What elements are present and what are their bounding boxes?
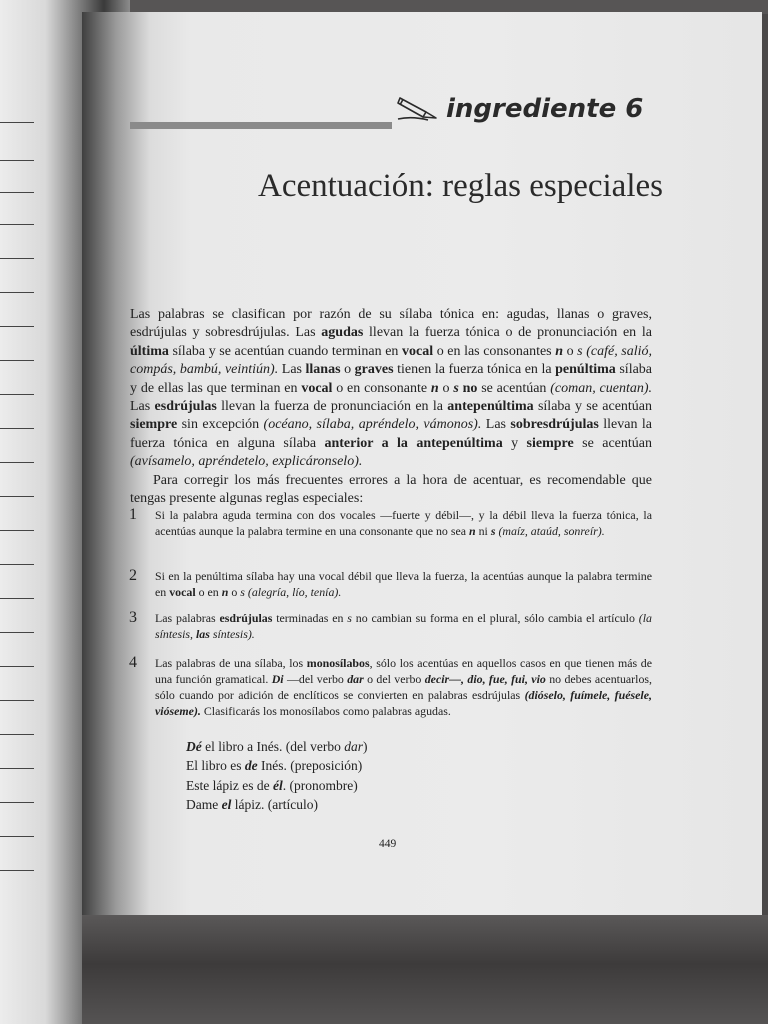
intro-text-run: se acentúan [477, 380, 551, 396]
rule-text-run: Si en la penúltima sílaba hay una vocal débil que lleva la fuerza, la acentúas aunque la palabra termine en [155, 569, 652, 599]
rule-text-run: Las palabras de una sílaba, los [155, 656, 307, 670]
intro-text-run: no [462, 380, 478, 396]
intro-text-run: anterior a la antepenúltima [324, 435, 503, 451]
intro-text-run: tienen la fuerza tónica en la [393, 362, 556, 378]
intro-text-run: siempre [130, 417, 178, 433]
chapter-title: ingrediente 6 [446, 94, 644, 124]
rule-text-run: , sólo los acentúas en aquellos casos en que tienen más de una función gramatical. [155, 656, 652, 686]
rule-number: 1 [129, 506, 137, 523]
example-text-run: Este lápiz es de [186, 777, 273, 793]
example-text-run: El libro es [186, 758, 245, 774]
intro-text-run: graves [354, 362, 394, 378]
rule-item [130, 655, 652, 719]
intro-text-run: Las [130, 399, 155, 415]
intro-text-run: agudas [321, 325, 364, 341]
example-text-run: él [272, 777, 283, 793]
rule-text-run: no cambian su forma en el plural, sólo cambia el artículo [351, 611, 639, 625]
example-text-run: ) [362, 739, 368, 754]
example-text-run: dar [344, 739, 363, 754]
example-line [186, 776, 367, 795]
example-text-run: Inés. (preposición) [257, 758, 363, 774]
intro-text-run: llanas [305, 362, 341, 378]
pencil-icon [396, 92, 440, 122]
intro-text-run: sin excepción [177, 417, 264, 433]
intro-text-run: sílaba y se acentúan [533, 399, 653, 415]
intro-text-run: se acentúan [573, 435, 652, 451]
intro-text-run: Para corregir los más frecuentes errores a la hora de acentuar, es recomendable que tengas presente algunas reglas especiales: [130, 472, 652, 507]
rule-text-run: o [228, 585, 241, 599]
rule-item [130, 507, 652, 539]
intro-text-run: Las [278, 362, 306, 378]
intro-text-run: llevan la fuerza tónica o de pronunciación en la [363, 325, 652, 341]
scan-background-bottom [82, 915, 768, 1024]
rule-text-run: s [490, 524, 496, 538]
intro-paragraph [130, 472, 652, 509]
intro-text-run: esdrújulas [154, 399, 217, 415]
example-text-run: Dame [186, 796, 222, 812]
rule-text-run: terminadas en [272, 611, 348, 625]
intro-text-run: (océano, sílaba, apréndelo, vámonos). [263, 417, 482, 433]
page-title: Acentuación: reglas especiales [258, 168, 663, 204]
rule-text-run: n [221, 585, 229, 599]
rule-item [130, 568, 652, 600]
rule-text-run: vocal [169, 585, 196, 599]
intro-text-run: o [438, 380, 454, 396]
rule-text-run: —del verbo [283, 672, 348, 686]
example-text-run: . (pronombre) [282, 777, 358, 793]
rule-text [155, 655, 652, 719]
intro-text-run: s [577, 343, 583, 359]
rule-text-run: síntesis). [209, 627, 255, 641]
rule-text-run: Si la palabra aguda termina con dos vocales —fuerte y débil—, y la débil lleva la fuerza tónica, la acentúas aunque la palabra termine en una consonante que no sea [155, 508, 652, 538]
rule-text-run: monosílabos [306, 656, 370, 670]
intro-text [130, 306, 652, 508]
intro-text-run: siempre [526, 435, 574, 451]
rule-text-run: (dióselo, fuímele, fuésele, vióseme). [155, 688, 652, 718]
intro-text-run: Las [481, 417, 511, 433]
intro-text-run: n [430, 380, 439, 396]
rule-text-run: (la síntesis, [155, 611, 652, 641]
rule-text-run: s [240, 585, 245, 599]
example-text-run: lápiz. (artículo) [231, 796, 318, 812]
rule-text-run: no debes acentuarlos, sólo cuando por adición de enclíticos se convierten en palabras esdrújulas [155, 672, 652, 702]
rule-item [130, 610, 652, 642]
example-line [186, 737, 367, 756]
rule-text-run: las [195, 627, 210, 641]
rule-number: 4 [129, 654, 137, 671]
intro-text-run: última [130, 343, 169, 359]
header-rule [130, 122, 392, 129]
intro-text-run: sílaba y se acentúan cuando terminan en [168, 343, 402, 359]
rule-number: 3 [129, 609, 137, 626]
intro-text-run: penúltima [555, 362, 616, 378]
example-line [186, 795, 367, 814]
example-text-run: el [221, 796, 232, 812]
intro-paragraph [130, 306, 652, 472]
rule-text-run: ni [475, 524, 491, 538]
rule-text-run: (maíz, ataúd, sonreír). [498, 524, 605, 538]
intro-text-run: vocal [402, 343, 434, 359]
intro-text-run: (coman, cuentan). [550, 380, 653, 396]
rule-text-run: Las palabras [155, 611, 220, 625]
intro-text-run: (café, salió, compás, bambú, veintiún). [130, 343, 653, 378]
rule-text-run: Clasificarás los monosílabos como palabras agudas. [200, 704, 451, 718]
example-list [186, 737, 367, 814]
intro-text-run: o [340, 362, 355, 378]
intro-text-run: s [453, 380, 459, 396]
rule-text-run: o del verbo [363, 672, 425, 686]
rule-text-run: Di [271, 672, 284, 686]
example-text-run: de [244, 758, 258, 774]
example-line [186, 756, 367, 775]
rule-text [155, 610, 652, 642]
rule-text-run: o en [195, 585, 222, 599]
intro-text-run: antepenúltima [447, 399, 534, 415]
intro-text-run: o [563, 343, 578, 359]
rule-text [155, 568, 652, 600]
example-text-run: Dé [186, 739, 202, 754]
example-text-run: el libro a Inés. (del verbo [201, 739, 345, 754]
intro-text-run: y [502, 435, 527, 451]
rule-number: 2 [129, 567, 137, 584]
intro-text-run: vocal [301, 380, 333, 396]
intro-text-run: llevan la fuerza de pronunciación en la [216, 399, 448, 415]
intro-text-run: (avísamelo, apréndetelo, explicáronselo). [130, 454, 363, 470]
intro-text-run: Las palabras se clasifican por razón de su sílaba tónica en: agudas, llanas o graves, esdrújulas y sobresdrújulas. Las [130, 307, 652, 341]
intro-text-run: llevan la fuerza tónica en alguna sílaba [130, 417, 652, 451]
rule-text-run: dar [347, 672, 364, 686]
page-number: 449 [379, 838, 397, 850]
intro-text-run: sobresdrújulas [510, 417, 599, 433]
rule-text [155, 507, 652, 539]
intro-text-run: o en las consonantes [433, 343, 556, 359]
intro-text-run: o en consonante [332, 380, 431, 396]
rule-text-run: s [347, 611, 352, 625]
rule-text-run: decir—, dio, fue, fui, vio [424, 672, 546, 686]
rule-text-run: (alegría, lío, tenía). [247, 585, 342, 599]
intro-text-run: n [555, 343, 563, 359]
rule-text-run: esdrújulas [219, 611, 273, 625]
rule-text-run: n [468, 524, 476, 538]
intro-text-run: sílaba y de ellas las que terminan en [130, 362, 653, 396]
